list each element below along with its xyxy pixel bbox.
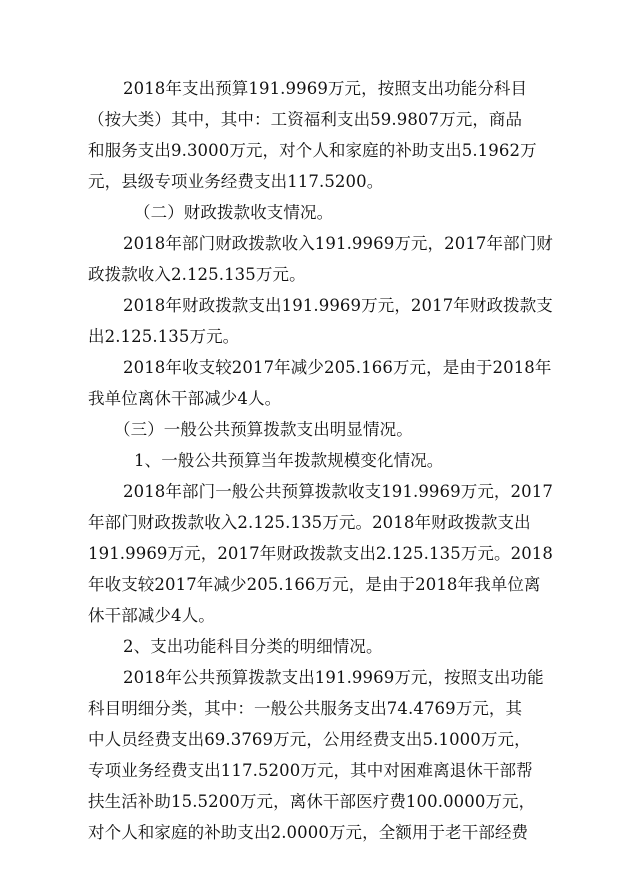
text-line: 科目明细分类，其中：一般公共服务支出74.4769万元，其 <box>88 699 523 718</box>
text-line: 对个人和家庭的补助支出2.0000万元，全额用于老干部经费 <box>88 823 529 842</box>
section-heading: （三）一般公共预算拨款支出明显情况。 <box>114 420 413 439</box>
text-line: 2018年部门一般公共预算拨款收支191.9969万元，2017 <box>123 482 553 501</box>
text-line: 191.9969万元，2017年财政拨款支出2.125.135万元。2018 <box>88 544 553 563</box>
text-line: 政拨款收入2.125.135万元。 <box>88 265 306 284</box>
text-line: 我单位离休干部减少4人。 <box>88 389 282 408</box>
text-line: 2018年财政拨款支出191.9969万元，2017年财政拨款支 <box>123 296 553 315</box>
text-line: 中人员经费支出69.3769万元，公用经费支出5.1000万元， <box>88 730 531 749</box>
text-line: 和服务支出9.3000万元，对个人和家庭的补助支出5.1962万 <box>88 141 537 160</box>
subsection-heading: 2、支出功能科目分类的明细情况。 <box>123 637 383 656</box>
text-line: 2018年支出预算191.9969万元，按照支出功能分科目 <box>123 79 528 98</box>
text-line: 扶生活补助15.5200万元，离休干部医疗费100.0000万元， <box>88 792 536 811</box>
text-line: 年收支较2017年减少205.166万元，是由于2018年我单位离 <box>88 575 541 594</box>
text-line: 2018年部门财政拨款收入191.9969万元，2017年部门财 <box>123 234 553 253</box>
text-line: （按大类）其中，其中：工资福利支出59.9807万元，商品 <box>88 110 523 129</box>
section-heading: （二）财政拨款收支情况。 <box>134 203 334 222</box>
text-line: 休干部减少4人。 <box>88 606 215 625</box>
subsection-heading: 1、一般公共预算当年拨款规模变化情况。 <box>134 451 444 470</box>
text-line: 年部门财政拨款收入2.125.135万元。2018年财政拨款支出 <box>88 513 531 532</box>
text-line: 2018年收支较2017年减少205.166万元，是由于2018年 <box>123 358 552 377</box>
text-line: 专项业务经费支出117.5200万元，其中对困难离退休干部帮 <box>88 761 533 780</box>
text-line: 出2.125.135万元。 <box>88 327 240 346</box>
text-line: 元，县级专项业务经费支出117.5200。 <box>88 172 384 191</box>
text-line: 2018年公共预算拨款支出191.9969万元，按照支出功能 <box>123 668 544 687</box>
